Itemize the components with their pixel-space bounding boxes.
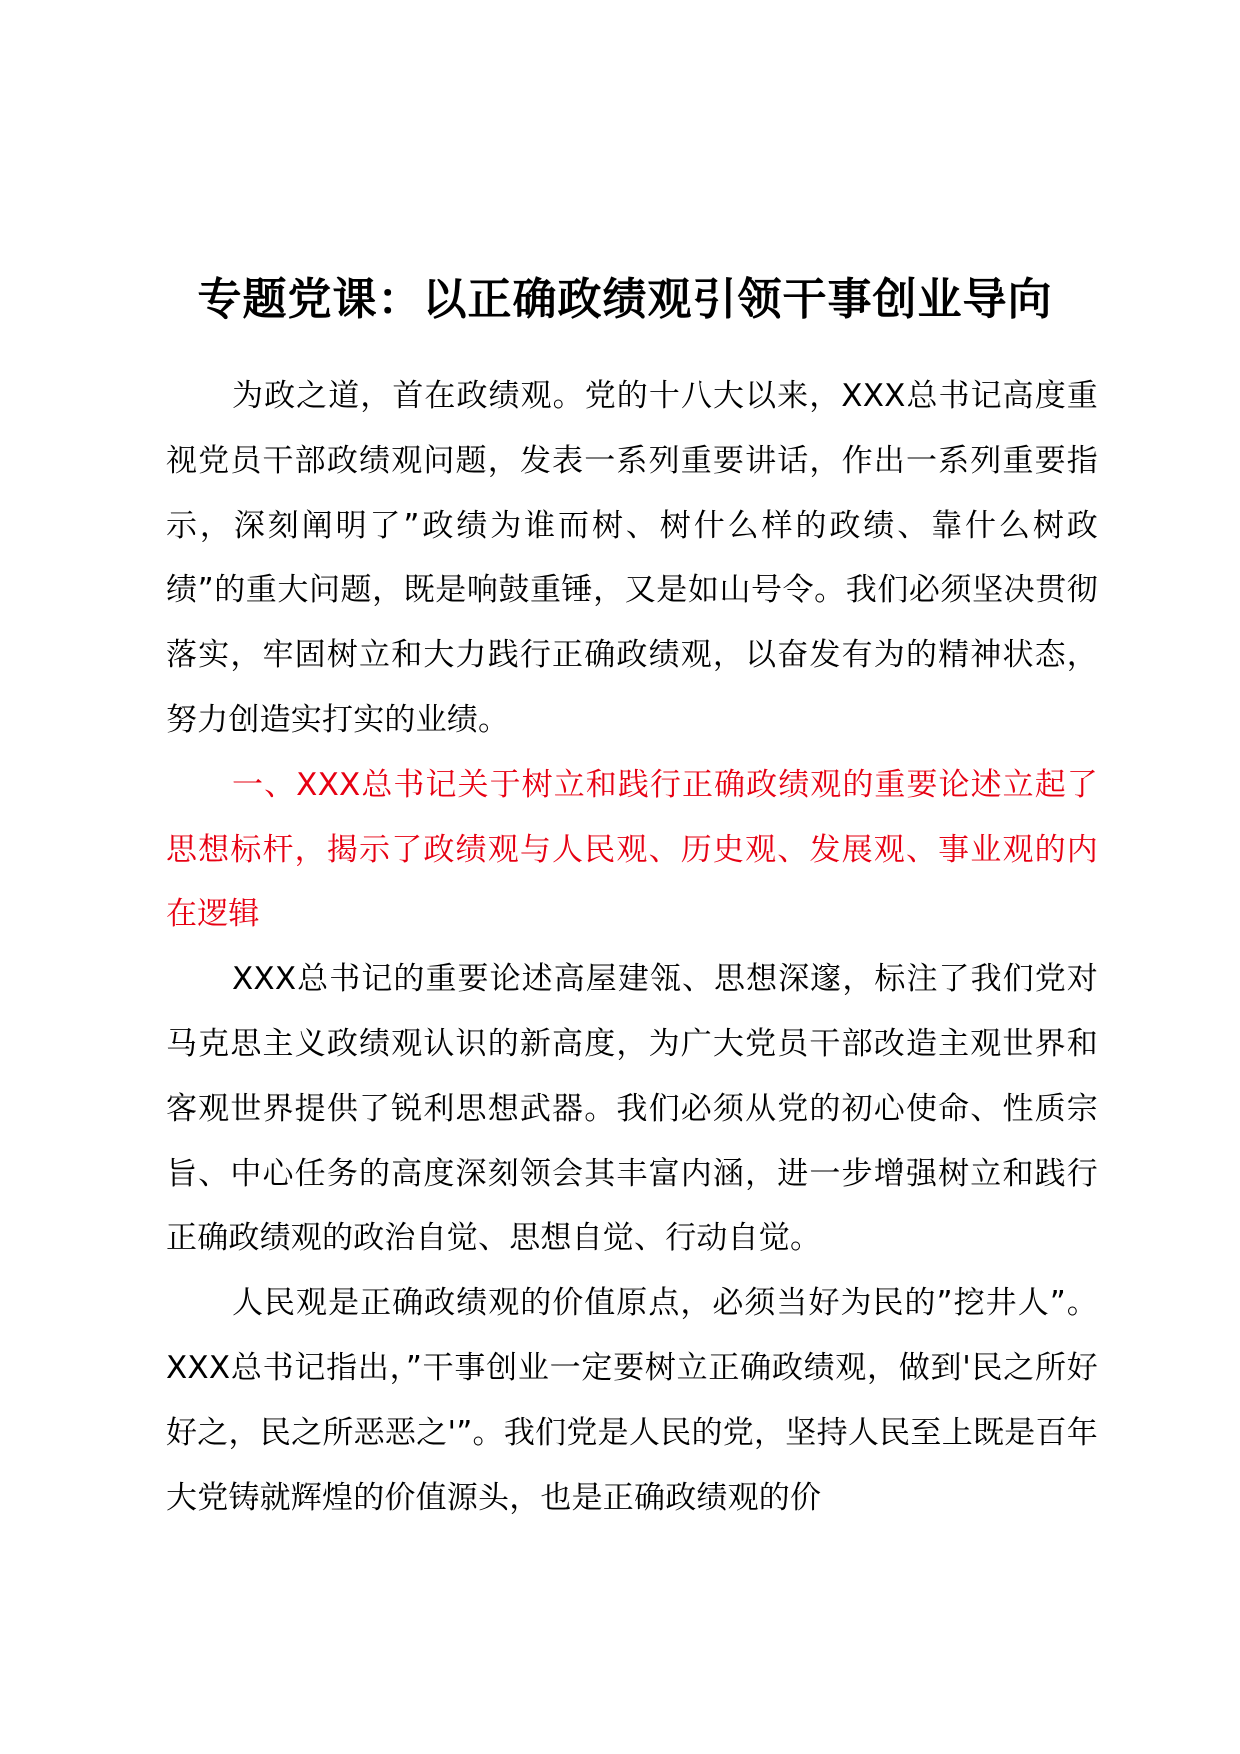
paragraph-intro: 为政之道，首在政绩观。党的十八大以来，XXX总书记高度重视党员干部政绩观问题，发表一系列重要讲话，作出一系列重要指示，深刻阐明了”政绩为谁而树、树什么样的政绩、靠什么树政绩”的重大问题，既是响鼓重锤，又是如山号令。我们必须坚决贯彻落实，牢固树立和大力践行正确政绩观，以奋发有为的精神状态，努力创造实打实的业绩。 bbox=[166, 378, 1098, 738]
document-title: 专题党课：以正确政绩观引领干事创业导向 bbox=[197, 274, 1053, 325]
paragraph-section-1-intro: XXX总书记的重要论述高屋建瓴、思想深邃，标注了我们党对马克思主义政绩观认识的新高度，为广大党员干部改造主观世界和客观世界提供了锐利思想武器。我们必须从党的初心使命、性质宗旨、中心任务的高度深刻领会其丰富内涵，进一步增强树立和践行正确政绩观的政治自觉、思想自觉、行动自觉。 bbox=[166, 961, 1098, 1257]
section-heading-1: 一、XXX总书记关于树立和践行正确政绩观的重要论述立起了思想标杆，揭示了政绩观与人民观、历史观、发展观、事业观的内在逻辑 bbox=[166, 766, 1098, 933]
paragraph-people-view: 人民观是正确政绩观的价值原点，必须当好为民的”挖井人”。XXX总书记指出，”干事创业一定要树立正确政绩观，做到'民之所好好之，民之所恶恶之'”。我们党是人民的党，坚持人民至上既是百年大党铸就辉煌的价值源头，也是正确政绩观的价 bbox=[166, 1285, 1098, 1516]
document-body bbox=[166, 364, 1098, 1530]
